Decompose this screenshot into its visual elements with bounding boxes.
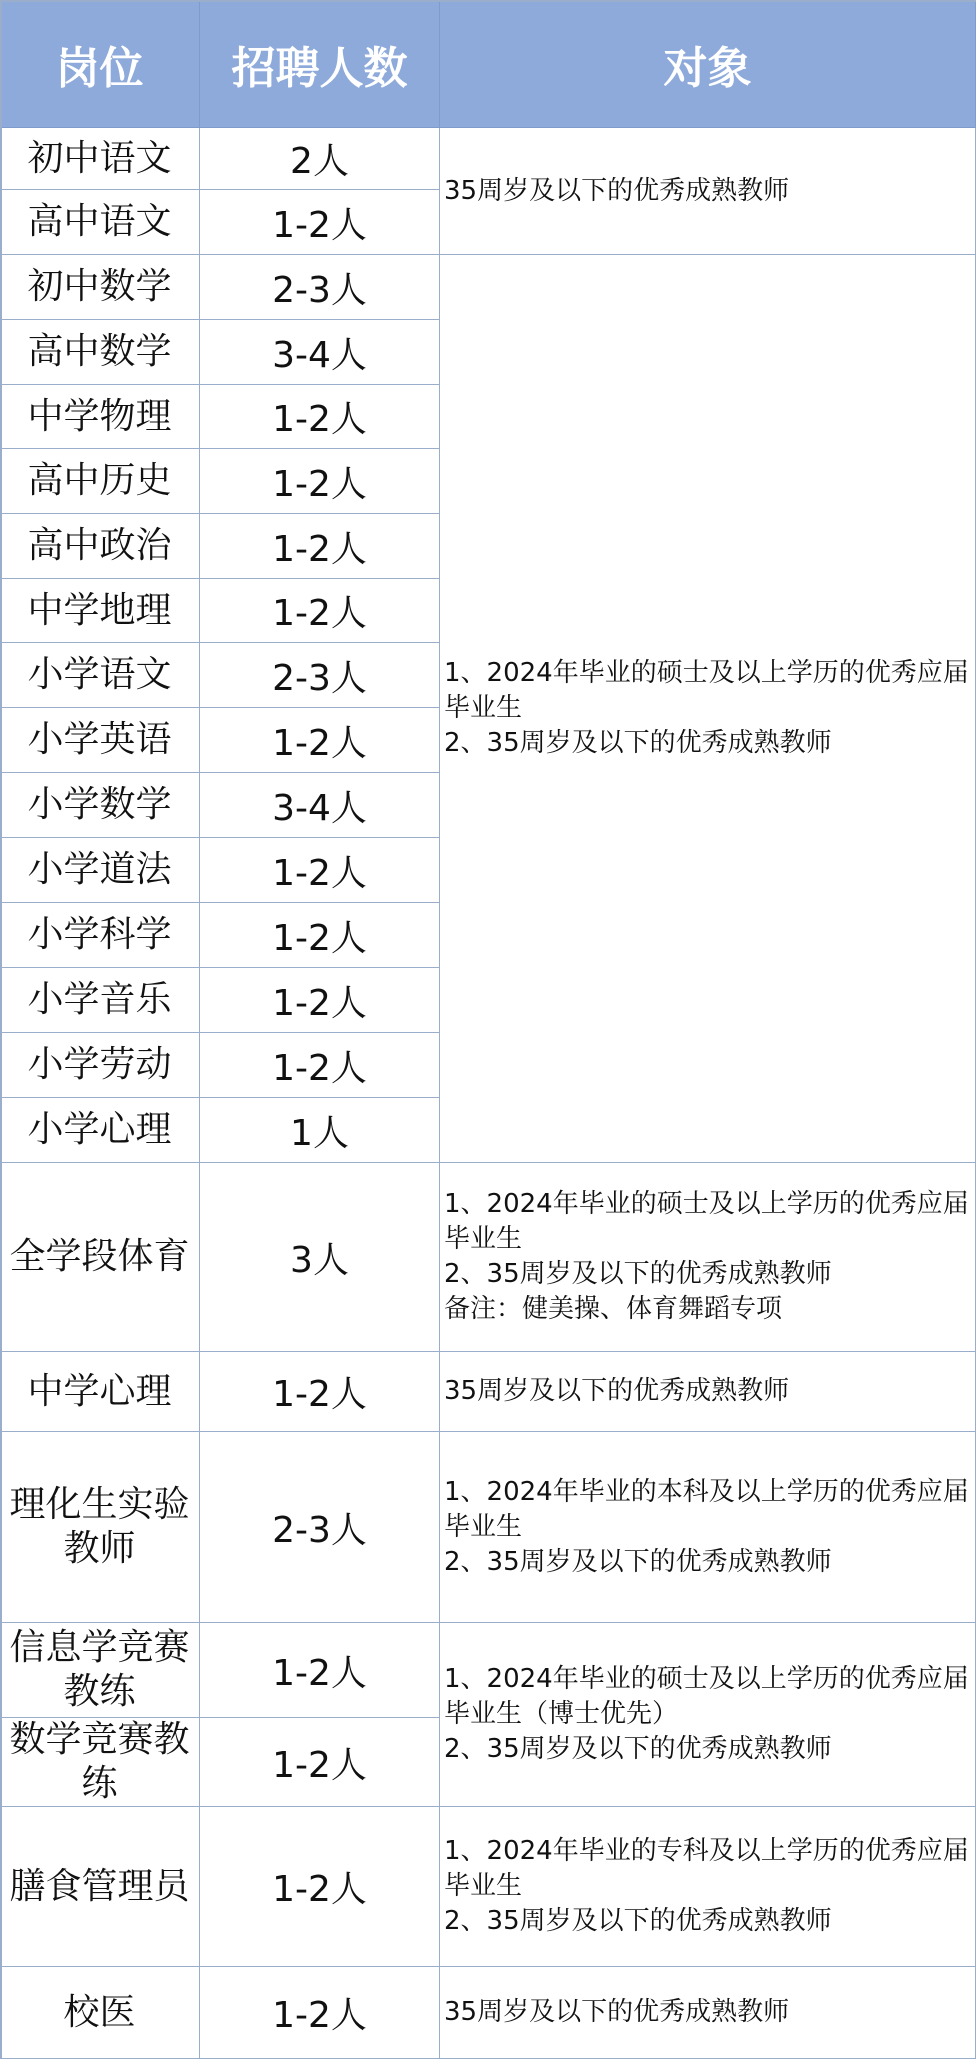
count-cell: 3-4人 xyxy=(200,320,440,385)
target-text xyxy=(444,656,971,761)
position-cell: 高中语文 xyxy=(0,190,200,255)
target-line: 1、2024年毕业的本科及以上学历的优秀应届毕业生 xyxy=(444,1476,969,1542)
count-cell: 1-2人 xyxy=(200,579,440,643)
target-line: 1、2024年毕业的硕士及以上学历的优秀应届毕业生（博士优先） xyxy=(444,1664,969,1729)
target-line: 35周岁及以下的优秀成熟教师 xyxy=(444,175,790,206)
position-cell: 小学数学 xyxy=(0,773,200,838)
count-cell: 1-2人 xyxy=(200,1623,440,1718)
position-cell: 高中政治 xyxy=(0,514,200,579)
count-cell: 1-2人 xyxy=(200,708,440,773)
target-line: 35周岁及以下的优秀成熟教师 xyxy=(444,1997,790,2027)
target-cell xyxy=(440,1623,976,1807)
position-cell: 信息学竞赛教练 xyxy=(0,1623,200,1718)
target-text xyxy=(444,1995,789,2030)
position-cell: 小学劳动 xyxy=(0,1033,200,1098)
count-cell: 1-2人 xyxy=(200,838,440,903)
target-cell xyxy=(440,128,976,255)
count-cell: 2-3人 xyxy=(200,1432,440,1623)
target-text xyxy=(444,1834,971,1939)
count-cell: 1-2人 xyxy=(200,1967,440,2059)
target-line: 2、35周岁及以下的优秀成熟教师 xyxy=(444,728,832,758)
position-cell: 小学音乐 xyxy=(0,968,200,1033)
position-cell: 全学段体育 xyxy=(0,1163,200,1352)
target-text xyxy=(444,1374,789,1409)
position-cell: 高中历史 xyxy=(0,449,200,514)
position-cell: 中学物理 xyxy=(0,385,200,449)
position-cell: 小学英语 xyxy=(0,708,200,773)
count-cell: 1-2人 xyxy=(200,385,440,449)
target-text xyxy=(444,1187,971,1327)
position-cell: 小学科学 xyxy=(0,903,200,968)
position-cell: 中学心理 xyxy=(0,1352,200,1432)
target-line: 1、2024年毕业的硕士及以上学历的优秀应届毕业生 xyxy=(444,1189,969,1254)
position-cell: 中学地理 xyxy=(0,579,200,643)
target-line: 1、2024年毕业的专科及以上学历的优秀应届毕业生 xyxy=(444,1836,969,1901)
target-cell xyxy=(440,1967,976,2059)
target-cell xyxy=(440,1163,976,1352)
position-cell: 小学语文 xyxy=(0,643,200,708)
target-line: 2、35周岁及以下的优秀成熟教师 xyxy=(444,1546,832,1577)
count-cell: 2人 xyxy=(200,128,440,190)
position-cell: 膳食管理员 xyxy=(0,1807,200,1967)
target-cell xyxy=(440,1352,976,1432)
target-line: 2、35周岁及以下的优秀成熟教师 xyxy=(444,1906,832,1936)
position-cell: 理化生实验教师 xyxy=(0,1432,200,1623)
position-cell: 小学道法 xyxy=(0,838,200,903)
target-line: 备注：健美操、体育舞蹈专项 xyxy=(444,1294,783,1324)
position-cell: 初中数学 xyxy=(0,255,200,320)
target-text xyxy=(444,174,789,209)
target-cell xyxy=(440,255,976,1163)
target-line: 2、35周岁及以下的优秀成熟教师 xyxy=(444,1259,832,1289)
count-cell: 1-2人 xyxy=(200,1718,440,1807)
header-count: 招聘人数 xyxy=(200,0,440,128)
count-cell: 2-3人 xyxy=(200,643,440,708)
position-cell: 高中数学 xyxy=(0,320,200,385)
count-cell: 3-4人 xyxy=(200,773,440,838)
count-cell: 3人 xyxy=(200,1163,440,1352)
count-cell: 1-2人 xyxy=(200,903,440,968)
count-cell: 2-3人 xyxy=(200,255,440,320)
count-cell: 1-2人 xyxy=(200,1807,440,1967)
target-cell xyxy=(440,1432,976,1623)
header-position: 岗位 xyxy=(0,0,200,128)
target-line: 35周岁及以下的优秀成熟教师 xyxy=(444,1376,790,1406)
count-cell: 1-2人 xyxy=(200,968,440,1033)
target-line: 1、2024年毕业的硕士及以上学历的优秀应届毕业生 xyxy=(444,658,969,723)
count-cell: 1-2人 xyxy=(200,1033,440,1098)
position-cell: 初中语文 xyxy=(0,128,200,190)
header-target: 对象 xyxy=(440,0,976,128)
target-cell xyxy=(440,1807,976,1967)
target-text xyxy=(444,1662,971,1767)
count-cell: 1-2人 xyxy=(200,190,440,255)
count-cell: 1人 xyxy=(200,1098,440,1163)
count-cell: 1-2人 xyxy=(200,1352,440,1432)
target-text xyxy=(444,1475,971,1580)
count-cell: 1-2人 xyxy=(200,449,440,514)
target-line: 2、35周岁及以下的优秀成熟教师 xyxy=(444,1734,832,1764)
position-cell: 校医 xyxy=(0,1967,200,2059)
position-cell: 小学心理 xyxy=(0,1098,200,1163)
count-cell: 1-2人 xyxy=(200,514,440,579)
position-cell: 数学竞赛教练 xyxy=(0,1718,200,1807)
